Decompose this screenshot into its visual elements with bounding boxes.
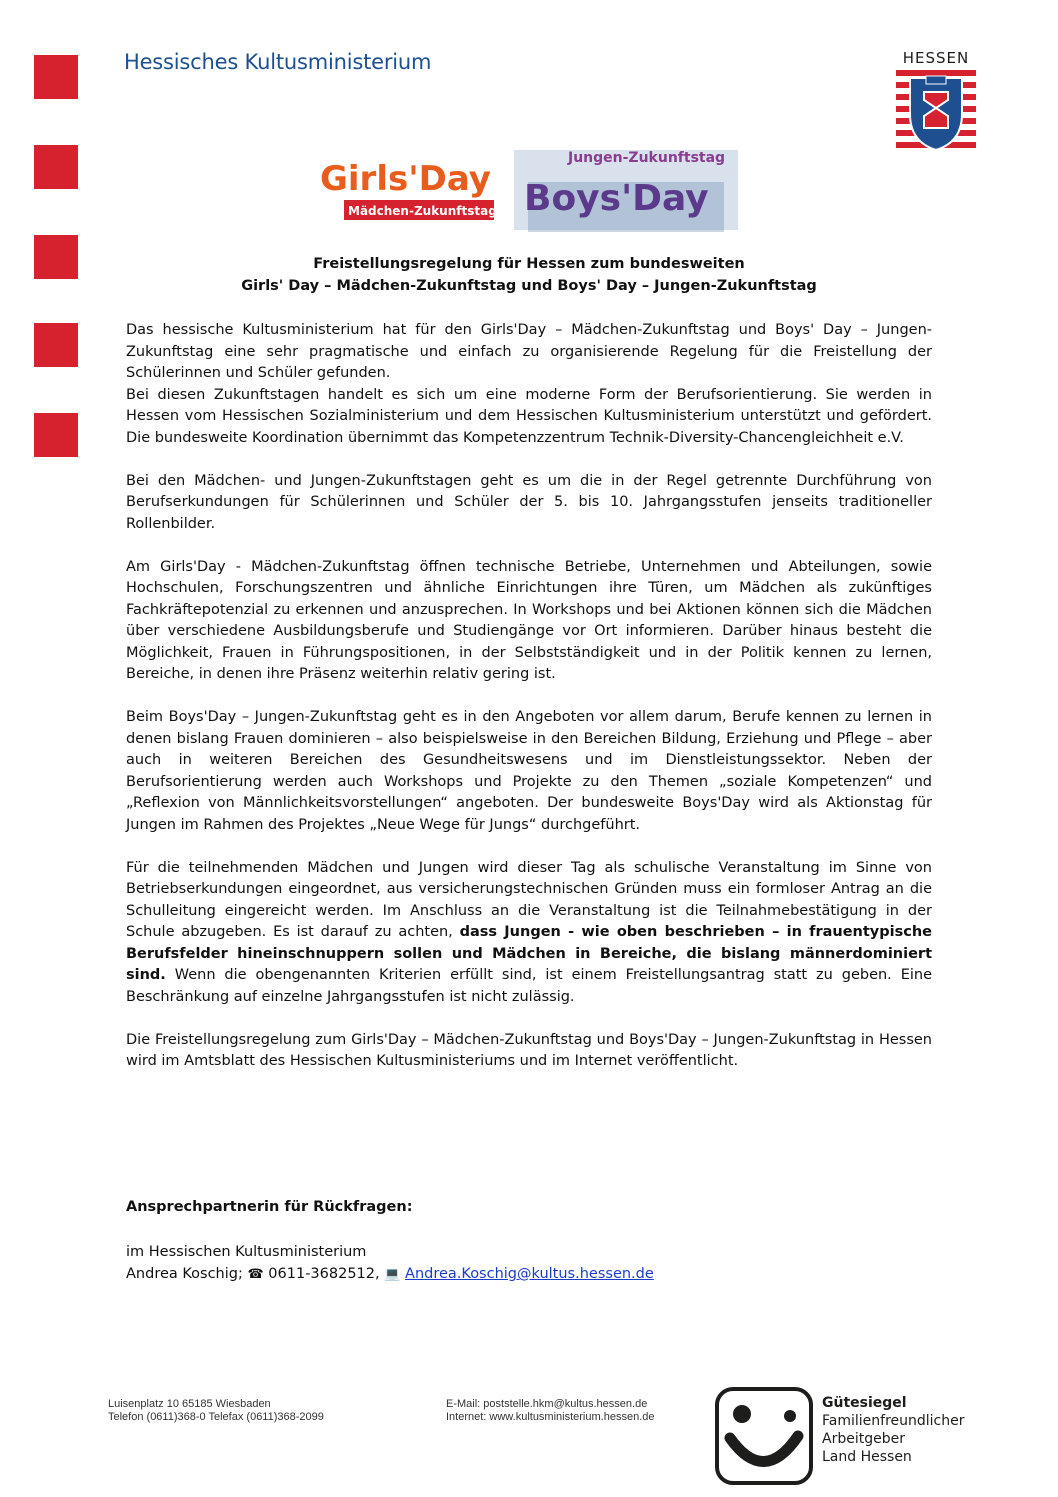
decor-square xyxy=(34,55,78,99)
boys-day-logo-text: Boys'Day xyxy=(524,178,709,219)
telephone-icon: ☎ xyxy=(247,1267,264,1282)
paragraph: Bei diesen Zukunftstagen handelt es sich um eine moderne Form der Berufsorientierung. Sie werden in Hessen vom Hessischen Sozialministerium und dem Hessischen Kultusministerium unterstützt und gefördert. Die bundesweite Koordination übernimmt das Kompetenzzentrum Technik-Diversity-Chancengleichheit e.V. xyxy=(126,386,932,446)
paragraph: Das hessische Kultusministerium hat für den Girls'Day – Mädchen-Zukunftstag und Boys' Day – Jungen-Zukunftstag eine sehr pragmatische und einfach zu organisierende Regelung für die Freistellung der Schülerinnen und Schüler gefunden. xyxy=(126,322,932,381)
paragraph: Am Girls'Day - Mädchen-Zukunftstag öffnen technische Betriebe, Unternehmen und Abteilungen, sowie Hochschulen, Forschungszentren und ähnliche Einrichtungen ihre Türen, um Mädchen als zukünftiges Fachkräftepotenzial zu erkennen und anzusprechen. In Workshops und bei Aktionen können sich die Mädchen über verschiedene Ausbildungsberufe und Studiengänge vor Ort informieren. Darüber hinaus besteht die Möglichkeit, Frauen in Führungspositionen, in der Selbstständigkeit und in der Politik kennen zu lernen, Bereiche, in denen ihre Präsenz weiterhin relativ gering ist. xyxy=(126,558,932,682)
paragraph xyxy=(126,858,932,1009)
footer-contact xyxy=(446,1398,654,1424)
footer-address-line: Luisenplatz 10 65185 Wiesbaden xyxy=(108,1398,271,1410)
document-title-line1: Freistellungsregelung für Hessen zum bundesweiten xyxy=(313,256,745,272)
paragraph: Bei den Mädchen- und Jungen-Zukunftstagen geht es um die in der Regel getrennte Durchführung von Berufserkundungen für Schülerinnen und Schüler der 5. bis 10. Jahrgangsstufen jenseits traditioneller Rollenbilder. xyxy=(126,472,932,532)
decor-square xyxy=(34,145,78,189)
paragraph: Die Freistellungsregelung zum Girls'Day – Mädchen-Zukunftstag und Boys'Day – Jungen-Zukunftstag in Hessen wird im Amtsblatt des Hessischen Kultusministeriums und im Internet veröffentlicht. xyxy=(126,1031,932,1069)
contact-heading: Ansprechpartnerin für Rückfragen: xyxy=(126,1199,413,1215)
paragraph-text: Für die teilnehmenden Mädchen und Jungen wird dieser Tag als schulische Veranstaltung im Sinne von Betriebserkundungen eingeordnet, aus versicherungstechnischen Gründen muss ein formloser Antrag an die Schulleitung eingereicht werden. Im Anschluss an die Veranstaltung ist die Teilnahmebestätigung in der Schule abzugeben. Es ist darauf zu achten, xyxy=(126,859,932,940)
contact-org: im Hessischen Kultusministerium xyxy=(126,1244,367,1260)
decor-square xyxy=(34,323,78,367)
contact-name: Andrea Koschig; xyxy=(126,1266,243,1282)
state-name: HESSEN xyxy=(902,49,970,67)
contact-email-link[interactable]: Andrea.Koschig@kultus.hessen.de xyxy=(405,1266,654,1282)
hessen-crest-icon xyxy=(896,70,976,154)
seal-line: Familienfreundlicher xyxy=(822,1413,965,1429)
contact-phone: 0611-3682512, xyxy=(268,1266,380,1282)
jungen-zukunftstag-text: Jungen-Zukunftstag xyxy=(568,150,726,166)
paragraph-text: Wenn die obengenannten Kriterien erfüllt sind, ist einem Freistellungsantrag statt zu geben. Eine Beschränkung auf einzelne Jahrgangsstufen ist nicht zulässig. xyxy=(126,967,932,1005)
footer-email-line: E-Mail: poststelle.hkm@kultus.hessen.de xyxy=(446,1398,648,1410)
girls-boys-day-logo xyxy=(318,142,743,242)
family-seal-text xyxy=(822,1394,964,1466)
seal-line: Gütesiegel xyxy=(822,1395,907,1411)
footer-address xyxy=(108,1398,324,1424)
footer-internet-line: Internet: www.kultusministerium.hessen.de xyxy=(446,1411,655,1423)
footer-phone-line: Telefon (0611)368-0 Telefax (0611)368-2099 xyxy=(108,1411,324,1423)
girls-day-sub-text: Mädchen-Zukunftstag xyxy=(348,204,497,218)
seal-line: Land Hessen xyxy=(822,1449,912,1465)
decor-square xyxy=(34,235,78,279)
paragraph: Beim Boys'Day – Jungen-Zukunftstag geht es in den Angeboten vor allem darum, Berufe kennen zu lernen in denen bislang Frauen dominieren – also beispielsweise in den Bereichen Bildung, Erziehung und Pflege – aber auch in weiteren Bereichen des Gesundheitswesens und im Dienstleistungssektor. Neben der Berufsorientierung werden auch Workshops und Projekte zu den Themen „soziale Kompetenzen“ und „Reflexion von Männlichkeitsvorstellungen“ angeboten. Der bundesweite Boys'Day wird als Aktionstag für Jungen im Rahmen des Projektes „Neue Wege für Jungs“ durchgeführt. xyxy=(126,709,932,833)
document-body xyxy=(126,320,932,1073)
girls-day-logo-text: Girls'Day xyxy=(320,159,491,199)
contact-line xyxy=(126,1263,654,1286)
document-title-line2: Girls' Day – Mädchen-Zukunftstag und Boys' Day – Jungen-Zukunftstag xyxy=(241,278,817,294)
ministry-name: Hessisches Kultusministerium xyxy=(124,50,432,74)
contact-block xyxy=(126,1241,654,1286)
family-seal-icon xyxy=(714,1386,814,1486)
computer-icon: 💻 xyxy=(384,1267,401,1282)
decor-square xyxy=(34,413,78,457)
seal-line: Arbeitgeber xyxy=(822,1431,905,1447)
paragraph-emphasis: dass Jungen - wie oben beschrieben – in frauentypische Berufsfelder hineinschnuppern sollen und Mädchen in Bereiche, die bislang männerdominiert sind. xyxy=(126,924,932,983)
